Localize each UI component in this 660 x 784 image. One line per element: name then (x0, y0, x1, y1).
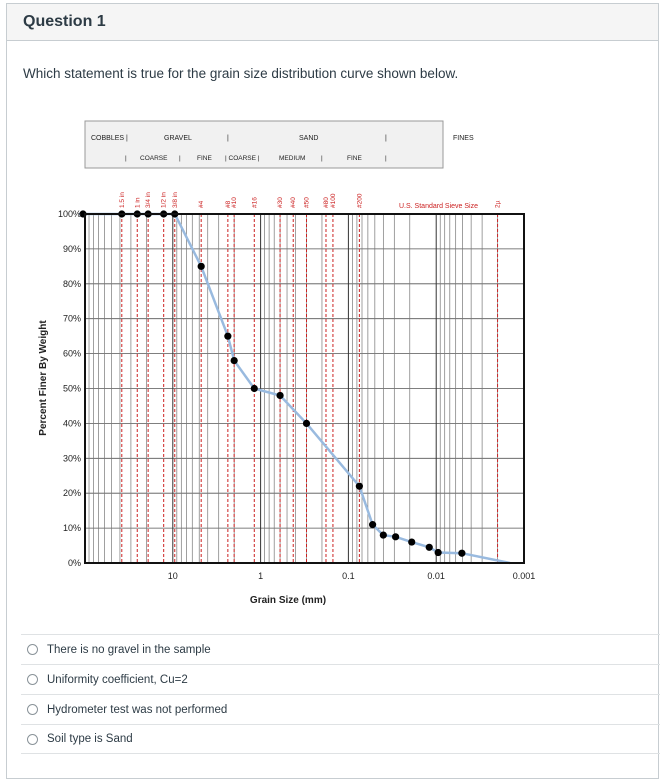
class-fine-sand: FINE (347, 155, 362, 162)
class-sep-b: | (179, 155, 181, 162)
data-point (231, 357, 238, 364)
class-sand: SAND (299, 135, 319, 142)
sieve-label: #50 (303, 197, 311, 208)
y-tick-label: 30% (62, 453, 81, 464)
class-sep1: | (227, 135, 229, 142)
data-point (369, 521, 376, 528)
answer-option[interactable] (21, 634, 660, 664)
sieve-label: #100 (329, 193, 337, 208)
data-point (426, 544, 433, 551)
sieve-label: 2µ (494, 200, 502, 208)
y-tick-label: 90% (62, 243, 81, 254)
class-fines: FINES (453, 135, 474, 142)
sieve-label: 1 in (134, 197, 142, 208)
data-point (408, 538, 415, 545)
sieve-label: #40 (290, 197, 298, 208)
sieve-label: #8 (224, 200, 232, 208)
x-tick-label: 10 (167, 571, 178, 581)
sieve-label: #80 (322, 197, 330, 208)
question-header (7, 4, 658, 41)
y-tick-label: 100% (57, 209, 81, 219)
data-point (356, 483, 363, 490)
answer-label[interactable]: Hydrometer test was not performed (47, 703, 228, 716)
sieve-label: 3/4 in (145, 192, 153, 208)
question-title: Question 1 (23, 13, 106, 30)
y-tick-label: 40% (62, 418, 81, 429)
class-coarse-sand: | COARSE | (225, 155, 260, 162)
classification-row2 (125, 155, 387, 162)
x-axis-label: Grain Size (mm) (249, 595, 327, 606)
answer-option[interactable] (21, 694, 660, 724)
data-point (224, 333, 231, 340)
y-tick-label: 60% (62, 348, 81, 359)
data-point (435, 549, 442, 556)
sieve-label: 3/8 in (171, 192, 179, 208)
radio-button[interactable] (27, 734, 38, 745)
x-tick-label: 0.001 (512, 571, 536, 581)
class-sep-c: | (321, 155, 323, 162)
answer-label[interactable]: Uniformity coefficient, Cu=2 (47, 673, 188, 686)
sieve-label: 1/2 in (160, 192, 168, 208)
answer-label[interactable]: There is no gravel in the sample (47, 643, 211, 656)
class-fine-gravel: FINE (197, 155, 212, 162)
data-point (276, 392, 283, 399)
data-point (392, 533, 399, 540)
y-tick-label: 0% (67, 558, 81, 568)
answer-option[interactable] (21, 664, 660, 694)
question-card (6, 3, 659, 779)
sieve-label: #200 (356, 193, 364, 208)
grid-layer (85, 214, 524, 563)
sieve-label: #4 (198, 200, 206, 208)
sieve-label: #10 (231, 197, 239, 208)
axis-layer (58, 209, 535, 581)
class-medium-sand: MEDIUM (279, 155, 306, 162)
x-tick-label: 0.01 (427, 571, 445, 581)
class-cobbles: COBBLES | (91, 135, 128, 142)
sieve-layer (119, 192, 502, 563)
y-tick-label: 50% (62, 383, 81, 394)
x-tick-label: 0.1 (342, 571, 355, 581)
sieve-note: U.S. Standard Sieve Size (399, 203, 478, 210)
grain-size-chart (29, 116, 549, 616)
data-point (458, 550, 465, 557)
class-sep-d: | (385, 155, 387, 162)
class-gravel: GRAVEL (164, 135, 192, 142)
data-point (251, 385, 258, 392)
radio-button[interactable] (27, 674, 38, 685)
data-point (303, 420, 310, 427)
sieve-label: #16 (251, 197, 259, 208)
answer-label[interactable]: Soil type is Sand (47, 733, 133, 745)
answer-list (21, 634, 660, 754)
y-tick-label: 80% (62, 278, 81, 289)
y-tick-label: 10% (62, 523, 81, 534)
y-axis-label: Percent Finer By Weight (38, 320, 49, 436)
data-point (380, 531, 387, 538)
classification-box (85, 121, 443, 168)
x-tick-label: 1 (258, 571, 264, 581)
radio-button[interactable] (27, 644, 38, 655)
y-tick-label: 20% (62, 488, 81, 499)
data-point (198, 263, 205, 270)
curve-layer (79, 210, 510, 563)
class-sep2: | (385, 135, 387, 142)
sieve-label: 1.5 in (118, 192, 126, 208)
radio-button[interactable] (27, 704, 38, 715)
question-text: Which statement is true for the grain size distribution curve shown below. (23, 66, 459, 81)
answer-option[interactable] (21, 724, 660, 754)
y-tick-label: 70% (62, 313, 81, 324)
class-sep-a: | (125, 155, 127, 162)
class-coarse-gravel: COARSE (140, 155, 168, 162)
sieve-label: #30 (277, 197, 285, 208)
